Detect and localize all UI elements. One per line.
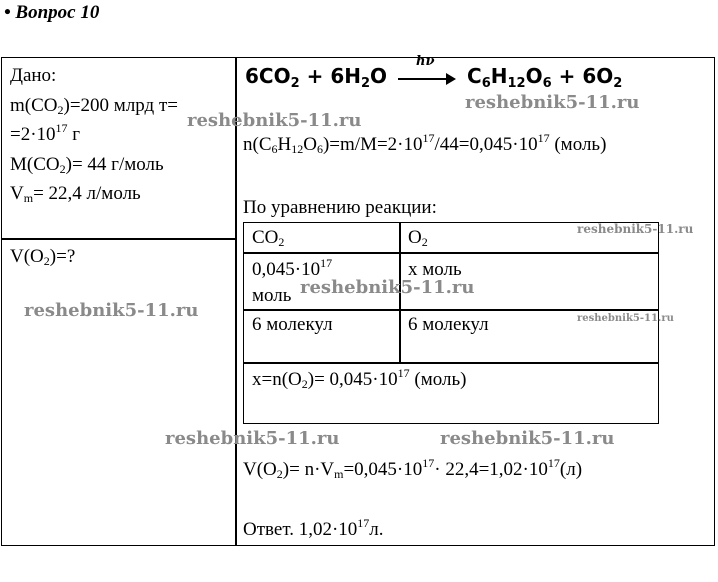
ratio-cell-o2-molecules: 6 молекул <box>408 314 489 335</box>
ratio-table-row-line <box>243 309 659 311</box>
ratio-cell-co2-moles: $0,045\cdot 10^{17}$ <box>252 256 333 280</box>
watermark: reshebnik5-11.ru <box>165 428 340 449</box>
ratio-table-header-line <box>243 252 659 254</box>
watermark: reshebnik5-11.ru <box>577 222 694 236</box>
answer: Ответ. $1,02\cdot 10^{17}л$. <box>243 516 384 540</box>
watermark: reshebnik5-11.ru <box>465 92 640 113</box>
moles-glucose-calc: $n(C_6H_{12}O_6)=m/M=2\cdot 10^{17}/44=0,045\cdot 10^{17}$ (моль) <box>243 131 607 156</box>
volume-calc: $V(O_2)= n\cdot V_m=0,045\cdot 10^{17}\cdot 22,4=1,02\cdot 10^{17}(л)$ <box>243 456 583 481</box>
watermark: reshebnik5-11.ru <box>440 428 615 449</box>
given-mass: $m(CO_2)=200$ млрд т= <box>10 95 178 117</box>
ratio-table-result-line <box>243 362 659 364</box>
given-molar-mass: $M(CO_2)= 44$ г/моль <box>10 154 164 176</box>
ratio-header-o2: $O_2$ <box>408 227 428 249</box>
ratio-cell-co2-moles-unit: моль <box>252 285 292 306</box>
ratio-header-co2: $CO_2$ <box>252 227 285 249</box>
ratio-cell-co2-molecules: 6 молекул <box>252 314 333 335</box>
given-find-divider <box>1 238 236 240</box>
reaction-equation: $6CO_2 + 6H_2O$ hν $C_6H_{12}O_6 + 6O_2$ <box>245 53 623 91</box>
watermark: reshebnik5-11.ru <box>24 300 199 321</box>
watermark: reshebnik5-11.ru <box>187 110 362 131</box>
by-equation-label: По уравнению реакции: <box>243 197 437 218</box>
given-molar-volume: $V_m= 22,4$ л/моль <box>10 183 141 205</box>
given-title: Дано: <box>10 65 57 86</box>
ratio-result: $х=n(O_2)= 0,045\cdot 10^{17}$ (моль) <box>252 366 467 391</box>
question-heading: • Вопрос 10 <box>4 2 100 23</box>
watermark: reshebnik5-11.ru <box>577 313 674 324</box>
find-volume: $V(O_2)=$? <box>10 246 76 268</box>
watermark: reshebnik5-11.ru <box>300 277 475 298</box>
ratio-cell-o2-moles: х моль <box>408 259 462 280</box>
given-mass-grams: $=2\cdot 10^{17}$ г <box>10 121 81 145</box>
reaction-arrow-icon: hν <box>398 68 456 88</box>
